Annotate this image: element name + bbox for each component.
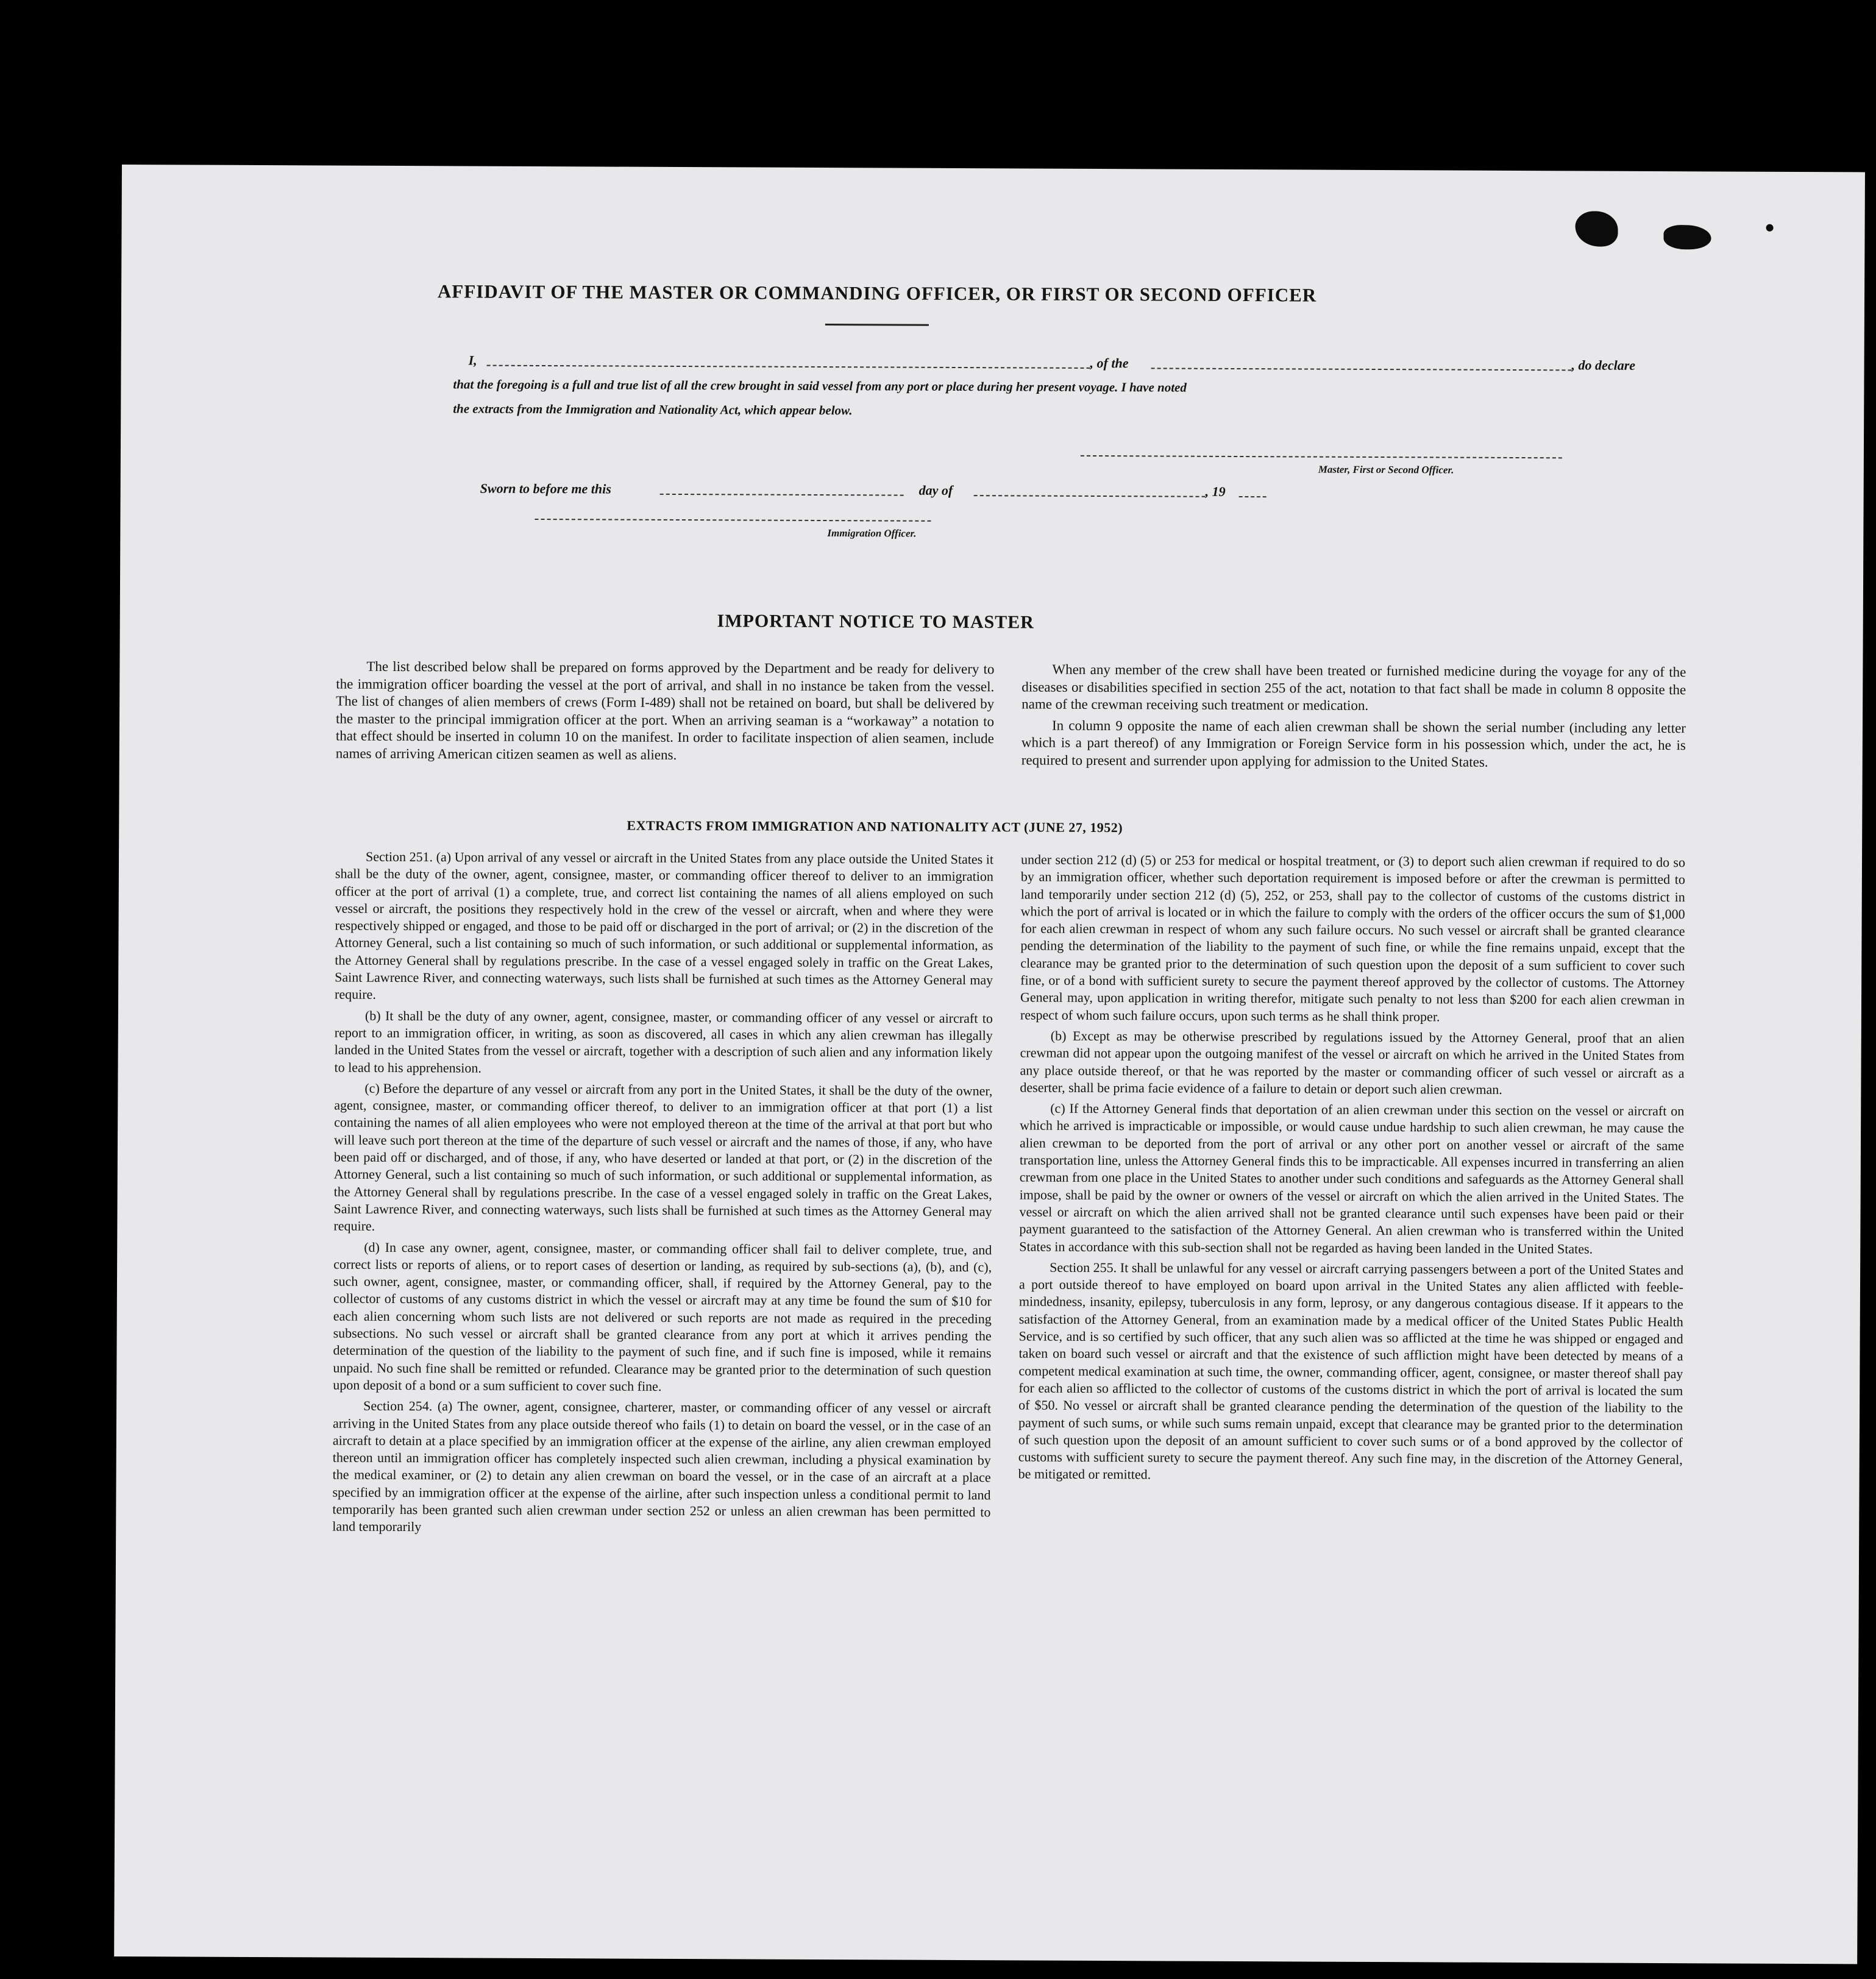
month-field[interactable]: [974, 495, 1206, 497]
declarant-label: I,: [468, 352, 477, 368]
immigration-officer-signature-field[interactable]: [535, 519, 931, 522]
notice-right-column: [1021, 661, 1686, 775]
extracts-right-column: [1018, 851, 1686, 1489]
year-field[interactable]: [1239, 496, 1267, 497]
of-the-label: , of the: [1090, 355, 1129, 371]
day-of-label: day of: [918, 482, 953, 498]
vessel-name-field[interactable]: [1151, 368, 1572, 371]
declaration-line-2: that the foregoing is a full and true list of all the crew brought in said vessel from any port or place during her present voyage. I have noted: [453, 377, 1187, 395]
section-paragraph: Section 251. (a) Upon arrival of any vessel or aircraft in the United States from any place outside the United States it shall be the duty of the owner, agent, consignee, master, or commanding officer thereof to deliver to an immigration officer at the port of arrival (1) a complete, true, and correct list containing the names of all aliens employed on such vessel or aircraft, the positions they respectively hold in the crew of the vessel or aircraft, when and where they were respectively shipped or engaged, and those to be paid off or discharged in the port of arrival; or (2) in the discretion of the Attorney General, such a list containing so much of such information, or such additional or supplemental information, as the Attorney General shall by regulations prescribe. In the case of a vessel engaged solely in traffic on the Great Lakes, Saint Lawrence River, and connecting waterways, such lists shall be furnished at such times as the Attorney General may require.: [335, 848, 994, 1003]
document-page: [114, 165, 1865, 1964]
notice-paragraph: In column 9 opposite the name of each alien crewman shall be shown the serial number (including any letter which is a part thereof) of any Immigration or Foreign Service form in his possession which, under the act, he is required to present and surrender upon applying for admission to the United States.: [1021, 717, 1686, 770]
title-underline: [825, 324, 929, 326]
notice-paragraph: When any member of the crew shall have been treated or furnished medicine during the voyage for any of the diseases or disabilities specified in section 255 of the act, notation to that fact shall be made in column 8 opposite the name of the crewman receiving such treatment or medication.: [1021, 661, 1686, 713]
extracts-left-column: [332, 848, 993, 1542]
master-signature-field[interactable]: [1081, 455, 1562, 458]
section-paragraph: Section 255. It shall be unlawful for any vessel or aircraft carrying passengers between a port of the United States and a port outside thereof to have employed on board upon arrival in the United States any alien afflicted with feeble-mindedness, insanity, epilepsy, tuberculosis in any form, leprosy, or any dangerous contagious disease. If it appears to the satisfaction of the Attorney General, from an examination made by a medical officer of the United States Public Health Service, and is so certified by such officer, that any such alien was so afflicted at the time he was shipped or engaged and taken on board such vessel or aircraft and that the existence of such affliction might have been detected by means of a competent medical examination at such time, the owner, commanding officer, agent, consignee, or master thereof shall pay for each alien so afflicted to the collector of customs of the customs district in which the port of arrival is located the sum of $50. No vessel or aircraft shall be granted clearance pending the determination of the question of the liability to the payment of such sums, or while such sums remain unpaid, except that clearance may be granted prior to the determination of such question upon the deposit of an amount sufficient to cover such sums or of a bond approved by the collector of customs with sufficient surety to secure the payment thereof. Any such fine may, in the discretion of the Attorney General, be mitigated or remitted.: [1018, 1259, 1684, 1482]
sworn-label: Sworn to before me this: [480, 480, 611, 497]
notice-left-column: [336, 658, 995, 769]
section-paragraph: (d) In case any owner, agent, consignee, master, or commanding officer shall fail to deliver complete, true, and correct lists or reports of aliens, or to report cases of desertion or landing, as required by sub-sections (a), (b), and (c), such owner, agent, consignee, master, or commanding officer, shall, if required by the Attorney General, pay to the collector of customs of any customs district in which the vessel or aircraft may at any time be found the sum of $10 for each alien concerning whom such lists are not delivered or such reports are not made as required in the preceding subsections. No such vessel or aircraft shall be granted clearance from any port at which it arrives pending the determination of the question of the liability to the payment of such fine, and if such fine is imposed, while it remains unpaid. No such fine shall be remitted or refunded. Clearance may be granted prior to the determination of such question upon deposit of a bond or a sum sufficient to cover such fine.: [333, 1239, 992, 1394]
master-caption: Master, First or Second Officer.: [1318, 463, 1454, 476]
immigration-officer-caption: Immigration Officer.: [827, 527, 917, 539]
declarant-name-field[interactable]: [487, 365, 1090, 369]
sworn-date-field[interactable]: [660, 494, 904, 496]
notice-paragraph: The list described below shall be prepared on forms approved by the Department and be ready for delivery to the immigration officer boarding the vessel at the port of arrival, and shall in no instance be taken from the vessel. The list of changes of alien members of crews (Form I-489) shall not be retained on board, but shall be delivered by the master to the principal immigration officer at the port. When an arriving seaman is a “workaway” a notation to that effect should be inserted in column 10 on the manifest. In order to facilitate inspection of alien seamen, include names of arriving American citizen seamen as well as aliens.: [335, 658, 995, 762]
declare-label: , do declare: [1571, 357, 1636, 373]
section-paragraph: under section 212 (d) (5) or 253 for medical or hospital treatment, or (3) to deport such alien crewman if required to do so by an immigration officer, whether such deportation requirement is imposed before or after the crewman is permitted to land temporarily under section 212 (d) (5), 252, or 253, shall pay to the collector of customs of the customs district in which the port of arrival is located or in which the failure to comply with the orders of the officer occurs the sum of $1,000 for each alien crewman in respect of whom any such failure occurs. No such vessel or aircraft shall be granted clearance pending the determination of the liability to the payment of such fine, or while the fine remains unpaid, except that the clearance may be granted prior to the determination of such question upon the deposit of a sum sufficient to cover such fine, or of a bond with sufficient surety to secure the payment thereof approved by the collector of customs. The Attorney General may, upon application in writing therefor, mitigate such penalty to not less than $200 for each alien crewman in respect of whom such failure occurs, upon such terms as he shall think proper.: [1020, 851, 1686, 1025]
section-paragraph: Section 254. (a) The owner, agent, consignee, charterer, master, or commanding officer of any vessel or aircraft arriving in the United States from any place outside thereof who fails (1) to detain on board the vessel, or in the case of an aircraft to detain at a place specified by an immigration officer at the expense of the airline, any alien crewman employed thereon until an immigration officer has completely inspected such alien crewman, including a physical examination by the medical examiner, or (2) to detain any alien crewman on board the vessel, or in the case of an aircraft at a place specified by an immigration officer at the expense of the airline, after such inspection unless a conditional permit to land temporarily has been granted such alien crewman under section 252 or unless an alien crewman has been permitted to land temporarily: [332, 1398, 992, 1535]
year-label: , 19: [1205, 483, 1226, 499]
ink-blot-mark: [1766, 224, 1774, 232]
extracts-title: EXTRACTS FROM IMMIGRATION AND NATIONALITY ACT (JUNE 27, 1952): [627, 817, 1123, 836]
declaration-line-3: the extracts from the Immigration and Nationality Act, which appear below.: [453, 401, 853, 418]
section-paragraph: (c) Before the departure of any vessel or aircraft from any port in the United States, it shall be the duty of the owner, agent, consignee, master, or commanding officer thereof, to deliver to an immigration officer at that port (1) a list containing the names of all alien employees who were not employed thereon at the time of the arrival at that port but who will leave such port thereon at the time of the departure of such vessel or aircraft and the names of those, if any, who have been paid off or discharged, and of those, if any, who have deserted or landed at that port, or (2) in the discretion of the Attorney General, such a list containing so much of such information, or such additional or supplemental information, as the Attorney General shall by regulations prescribe. In the case of a vessel engaged solely in traffic on the Great Lakes, Saint Lawrence River, and connecting waterways, such lists shall be furnished at such times as the Attorney General may require.: [333, 1080, 993, 1234]
ink-blot-mark: [1575, 211, 1618, 246]
notice-title: IMPORTANT NOTICE TO MASTER: [717, 611, 1034, 633]
affidavit-title: AFFIDAVIT OF THE MASTER OR COMMANDING OFFICER, OR FIRST OR SECOND OFFICER: [437, 280, 1317, 306]
section-paragraph: (b) It shall be the duty of any owner, agent, consignee, master, or commanding officer of any vessel or aircraft to report to an immigration officer, in writing, as soon as discovered, all cases in which any alien crewman has illegally landed in the United States from the vessel or aircraft, together with a description of such alien and any information likely to lead to his apprehension.: [334, 1007, 993, 1076]
ink-blot-mark: [1663, 225, 1711, 249]
section-paragraph: (c) If the Attorney General finds that deportation of an alien crewman under this section on the vessel or aircraft on which he arrived is impracticable or impossible, or would cause undue hardship to such alien crewman, he may cause the alien crewman to be deported from the port of arrival or any other port on another vessel or aircraft of the same transportation line, unless the Attorney General finds this to be impracticable. All expenses incurred in transferring an alien crewman from one place in the United States to another under such conditions and safeguards as the Attorney General shall impose, shall be paid by the owner or owners of the vessel or aircraft on which the alien arrived in the United States. The vessel or aircraft on which the alien arrived shall not be granted clearance until such expenses have been paid or their payment guaranteed to the satisfaction of the Attorney General. An alien crewman who is transferred within the United States in accordance with this sub-section shall not be regarded as having been landed in the United States.: [1019, 1100, 1685, 1257]
section-paragraph: (b) Except as may be otherwise prescribed by regulations issued by the Attorney General, proof that an alien crewman did not appear upon the outgoing manifest of the vessel or aircraft on which he arrived in the United States from any place outside thereof, or that he was reported by the master or commanding officer of such vessel or aircraft as a deserter, shall be prima facie evidence of a failure to detain or deport such alien crewman.: [1020, 1028, 1685, 1097]
